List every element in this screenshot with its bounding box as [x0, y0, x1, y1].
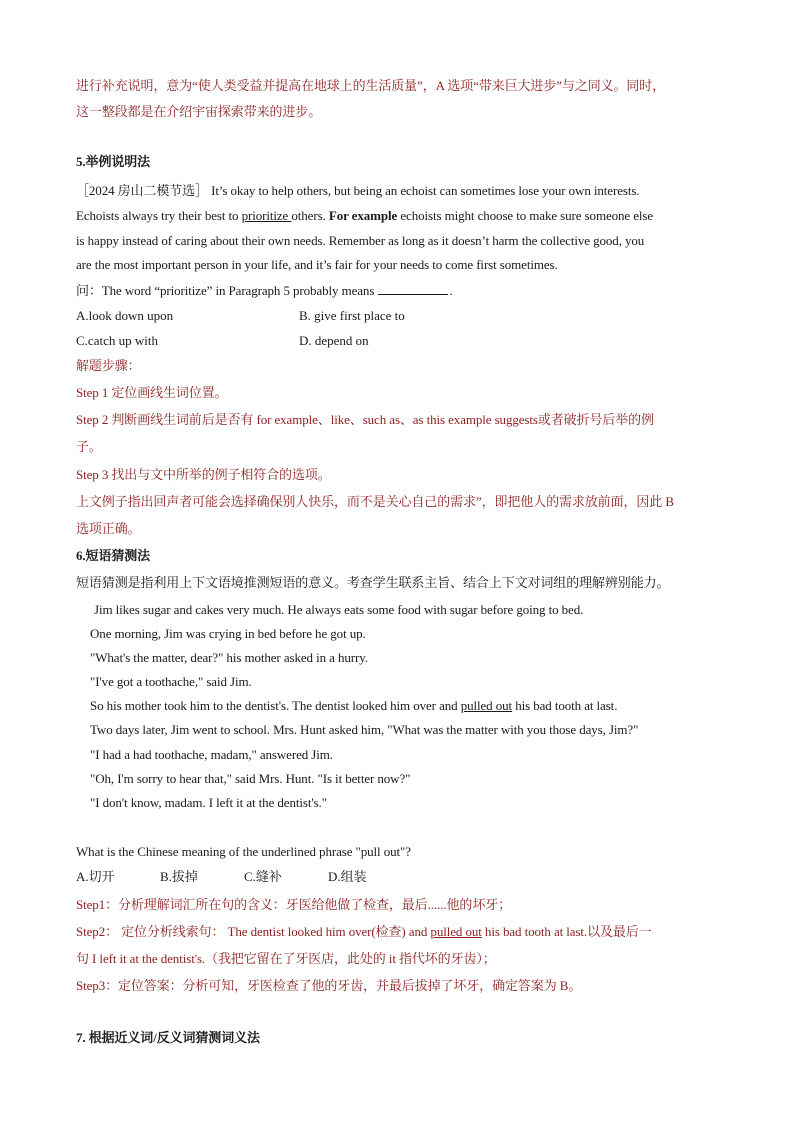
step-2-line-2: 子。	[76, 439, 102, 454]
section-6-description: 短语猜测是指利用上下文语境推测短语的意义。考查学生联系主旨、结合上下文对词组的理解辨别能力。	[76, 575, 670, 590]
section-7-heading: 7. 根据近义词/反义词猜测词义法	[76, 1030, 260, 1045]
intro-line-1: 进行补充说明，意为“使人类受益并提高在地球上的生活质量”，A 选项“带来巨大进步”与之同义。同时，	[76, 78, 666, 93]
answer-blank	[378, 282, 448, 295]
step-2-6-line-2: 句 I left it at the dentist's.（我把它留在了牙医店，此处的 it 指代坏的牙齿）；	[76, 951, 496, 966]
question-end: .	[449, 283, 453, 298]
step-text: his bad tooth at last.以及最后一	[481, 924, 652, 939]
conclusion-line-1: 上文例子指出回声者可能会选择确保别人快乐，而不是关心自己的需求”，即把他人的需求放前面，因此 B	[76, 494, 674, 509]
passage-line-2	[76, 206, 653, 226]
story-line-8: "Oh, I'm sorry to hear that," said Mrs. Hunt. "Is it better now?"	[90, 771, 411, 786]
passage-text: echoists might choose to make sure someone else	[397, 208, 654, 223]
option-c-6: C.缝补	[244, 869, 282, 884]
story-line-3: "What's the matter, dear?" his mother asked in a hurry.	[90, 650, 368, 665]
step-1-6: Step1：分析理解词汇所在句的含义：牙医给他做了检查，最后......他的坏牙；	[76, 897, 512, 912]
section-5-heading: 5.举例说明法	[76, 154, 151, 169]
question-5	[76, 281, 453, 301]
option-d: D. depend on	[299, 333, 369, 348]
option-a-6: A.切开	[76, 869, 115, 884]
option-b-6: B.拔掉	[160, 869, 198, 884]
passage-line-3: is happy instead of caring about their own needs. Remember as long as it doesn’t harm the collective good, you	[76, 233, 645, 248]
passage-text: others.	[291, 208, 329, 223]
step-3-6: Step3：定位答案：分析可知，牙医检查了他的牙齿，并最后拔掉了坏牙，确定答案为 B。	[76, 978, 582, 993]
option-c: C.catch up with	[76, 333, 158, 348]
story-line-2: One morning, Jim was crying in bed before he got up.	[90, 626, 366, 641]
story-line-6: Two days later, Jim went to school. Mrs. Hunt asked him, "What was the matter with you those days, Jim?"	[90, 722, 639, 737]
option-a: A.look down upon	[76, 308, 174, 323]
intro-line-2: 这一整段都是在介绍宇宙探索带来的进步。	[76, 104, 322, 119]
story-text: So his mother took him to the dentist's. The dentist looked him over and	[90, 698, 461, 713]
underlined-word-prioritize: prioritize	[241, 208, 292, 223]
story-line-4: "I've got a toothache," said Jim.	[90, 674, 252, 689]
step-text: Step2： 定位分析线索句： The dentist looked him over(检查) and	[76, 924, 431, 939]
underlined-phrase-pulled-out-2: pulled out	[430, 924, 482, 939]
steps-title: 解题步骤：	[76, 358, 141, 373]
step-2-line-1: Step 2 判断画线生词前后是否有 for example、like、such as、as this example suggests或者破折号后举的例	[76, 412, 654, 427]
story-line-1: Jim likes sugar and cakes very much. He always eats some food with sugar before going to bed.	[94, 602, 584, 617]
underlined-phrase-pulled-out: pulled out	[460, 698, 513, 713]
story-line-9: "I don't know, madam. I left it at the dentist's."	[90, 795, 327, 810]
option-b: B. give first place to	[299, 308, 405, 323]
conclusion-line-2: 选项正确。	[76, 521, 141, 536]
question-6: What is the Chinese meaning of the underlined phrase "pull out"?	[76, 844, 411, 859]
for-example-bold: For example	[328, 208, 398, 223]
option-d-6: D.组装	[328, 869, 367, 884]
story-line-5	[90, 696, 617, 716]
passage-line-4: are the most important person in your life, and it’s fair for your needs to come first sometimes.	[76, 257, 558, 272]
story-line-7: "I had a had toothache, madam," answered Jim.	[90, 747, 333, 762]
step-3: Step 3 找出与文中所举的例子相符合的选项。	[76, 467, 331, 482]
step-1: Step 1 定位画线生词位置。	[76, 385, 228, 400]
passage-line-1: ［2024 房山二模节选］ It’s okay to help others, but being an echoist can sometimes lose your own interests.	[76, 183, 640, 198]
question-text: 问：The word “prioritize” in Paragraph 5 probably means	[76, 283, 375, 298]
story-text: his bad tooth at last.	[512, 698, 618, 713]
passage-text: Echoists always try their best to	[76, 208, 242, 223]
step-2-6-line-1	[76, 922, 652, 942]
section-6-heading: 6.短语猜测法	[76, 548, 151, 563]
